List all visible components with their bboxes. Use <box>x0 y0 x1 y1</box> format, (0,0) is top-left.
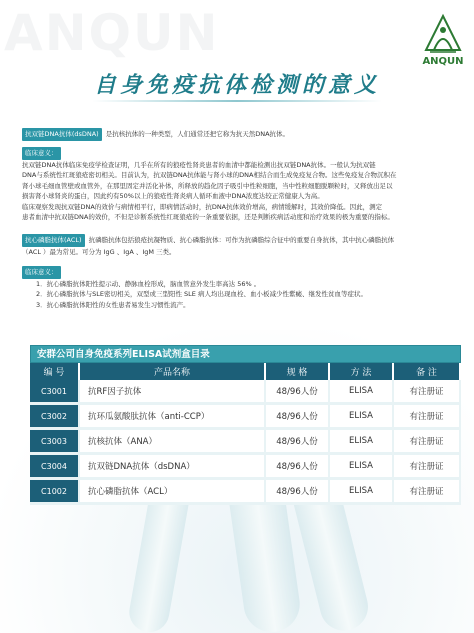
clinical-2-line: 3．抗心磷脂抗体阳性的女性患者易发生习惯性流产。 <box>36 300 190 309</box>
header-method: 方 法 <box>330 363 394 380</box>
cell-method: ELISA <box>330 405 394 430</box>
clinical-1-line: 临床观察发现抗双链DNA的效价与病情相平行，即病情活动时，抗DNA抗体效价增高，病情缓解时，其效价降低。因此，测定 <box>22 202 383 211</box>
table-row <box>30 480 461 505</box>
cell-spec: 48/96人份 <box>266 380 330 405</box>
brand-watermark: ANQUN <box>4 4 220 62</box>
cell-code: C1002 <box>30 480 80 505</box>
clinical-section-1 <box>22 147 462 223</box>
acl-intro-text-2: （ACL ）最为常见。可分为 IgG 、IgA 、IgM 三类。 <box>22 247 176 256</box>
cell-code: C3004 <box>30 455 80 480</box>
table-row <box>30 380 461 405</box>
title-divider <box>92 100 382 102</box>
clinical-section-2 <box>22 266 462 310</box>
dsdna-intro <box>22 128 462 141</box>
clinical-1-line: DNA与系统性红斑狼疮密切相关。目前认为，抗双链DNA抗体能与肾小球的DNA相结合而生成免疫复合物。这些免疫复合物沉积在 <box>22 171 397 179</box>
anqun-logo-icon <box>420 12 466 56</box>
table-row <box>30 455 461 480</box>
table-row <box>30 430 461 455</box>
cell-note: 有注册证 <box>394 430 461 455</box>
acl-tag: 抗心磷脂抗体(ACL) <box>22 234 85 247</box>
clinical-1-line: 肾小球毛细血管壁或血管外，在那里固定并活化补体，所释放的趋化因子吸引中性粒细胞，当中性粒细胞脱颗粒时，又释放出足以 <box>22 181 393 190</box>
dsdna-intro-text: 是抗核抗体的一种类型，人们通常还把它称为抗天然DNA抗体。 <box>105 130 290 138</box>
cell-spec: 48/96人份 <box>266 430 330 455</box>
cell-note: 有注册证 <box>394 455 461 480</box>
header-name: 产品名称 <box>80 363 266 380</box>
page-title: 自身免疫抗体检测的意义 <box>93 73 380 98</box>
cell-method: ELISA <box>330 380 394 405</box>
cell-spec: 48/96人份 <box>266 405 330 430</box>
cell-name: 抗心磷脂抗体（ACL） <box>80 480 266 505</box>
dsdna-tag: 抗双链DNA抗体(dsDNA) <box>22 128 102 141</box>
acl-intro-text-1: 抗磷脂抗体包括狼疮抗凝物质、抗心磷脂抗体：可作为抗磷脂综合征中的重要自身抗体，其中抗心磷脂抗体 <box>88 236 395 244</box>
clinical-2-line: 1．抗心磷脂抗体阳性提示动、静脉血栓形成，脑血管意外发生率高达 56% 。 <box>36 279 261 288</box>
catalog-table <box>30 345 461 505</box>
cell-name: 抗核抗体（ANA） <box>80 430 266 455</box>
company-logo <box>420 12 466 72</box>
acl-intro <box>22 234 462 257</box>
logo-wordmark: ANQUN <box>422 56 464 67</box>
header-spec: 规 格 <box>266 363 330 380</box>
catalog-grid <box>30 363 461 505</box>
header-note: 备 注 <box>394 363 461 380</box>
clinical-1-line: 抗双链DNA抗体临床免疫学检查证明，几乎在所有的狼疮性肾炎患者的血清中都能检测出抗双链DNA抗体。一般认为抗双链 <box>22 160 376 169</box>
cell-note: 有注册证 <box>394 380 461 405</box>
cell-method: ELISA <box>330 455 394 480</box>
clinical-tag-2: 临床意义： <box>22 266 61 279</box>
cell-note: 有注册证 <box>394 480 461 505</box>
cell-code: C3002 <box>30 405 80 430</box>
clinical-tag-1: 临床意义： <box>22 147 61 160</box>
table-row <box>30 405 461 430</box>
clinical-2-line: 2．抗心磷脂抗体与SLE密切相关，双型或三型阳性 SLE 病人均出现血栓、血小板减少性紫癜、继发性贫血等症状。 <box>36 290 367 298</box>
catalog-title: 安群公司自身免疫系列ELISA试剂盒目录 <box>30 345 461 363</box>
cell-method: ELISA <box>330 430 394 455</box>
cell-spec: 48/96人份 <box>266 455 330 480</box>
cell-name: 抗RF因子抗体 <box>80 380 266 405</box>
cell-code: C3003 <box>30 430 80 455</box>
clinical-1-line: 患者血清中抗双链DNA的效价，不但是诊断系统性红斑狼疮的一条重要依据，还是判断疾病活动度和治疗效果的极为重要的指标。 <box>22 213 394 221</box>
header-code: 编 号 <box>30 363 80 380</box>
cell-spec: 48/96人份 <box>266 480 330 505</box>
cell-code: C3001 <box>30 380 80 405</box>
cell-name: 抗双链DNA抗体（dsDNA） <box>80 455 266 480</box>
cell-note: 有注册证 <box>394 405 461 430</box>
table-header-row <box>30 363 461 380</box>
cell-method: ELISA <box>330 480 394 505</box>
clinical-1-line: 损害肾小球肾炎的蛋白，因此约有50%以上的狼疮性肾炎病人循环血液中DNA浓度达较正常健康人为高。 <box>22 192 324 200</box>
cell-name: 抗环瓜氨酸肽抗体（anti-CCP） <box>80 405 266 430</box>
